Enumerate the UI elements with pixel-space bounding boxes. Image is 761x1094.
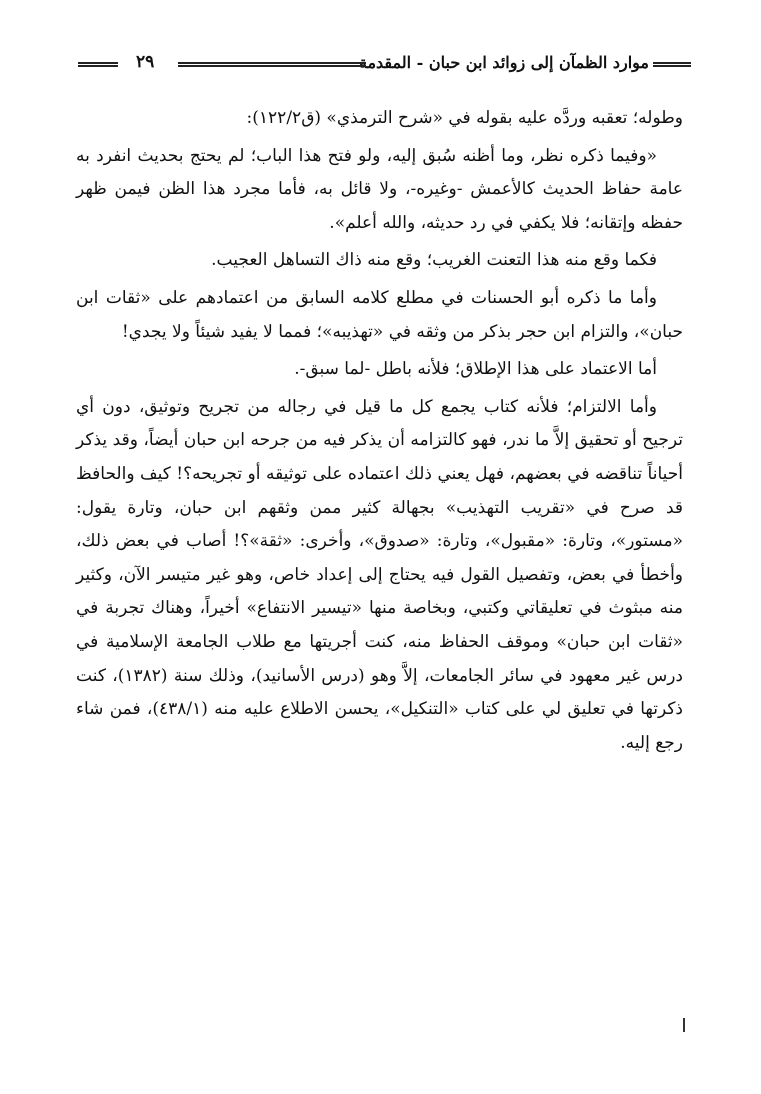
paragraph-3: فكما وقع منه هذا التعنت الغريب؛ وقع منه ذاك التساهل العجيب. (211, 250, 657, 271)
paragraph-5: أما الاعتماد على هذا الإطلاق؛ فلأنه باطل -لما سبق-. (294, 359, 657, 380)
paragraph-quote: «وفيما ذكره نظر، وما أظنه سُبق إليه، ولو فتح هذا الباب؛ لم يحتج بحديث انفرد به عامة حفاظ الحديث كالأعمش -وغيره-، ولا قائل به، فأما مجرد هذا الظن فيمن ظهر حفظه وإتقانه؛ فلا يكفي في رد حديثه، والله أعلم». (76, 145, 683, 233)
header-rule-right (653, 62, 691, 67)
paragraph-4: وأما ما ذكره أبو الحسنات في مطلع كلامه السابق من اعتمادهم على «ثقات ابن حبان»، والتزام ابن حجر بذكر من وثقه في «تهذيبه»؛ فمما لا يفيد شيئاً ولا يجدي! (76, 287, 683, 342)
page-number: ٢٩ (136, 52, 155, 72)
running-header (78, 50, 691, 84)
header-rule-middle (178, 62, 366, 67)
paragraph-6: وأما الالتزام؛ فلأنه كتاب يجمع كل ما قيل في رجاله من تجريح وتوثيق، دون أي ترجيح أو تحقيق إلاَّ ما ندر، فهو كالتزامه أن يذكر فيه من جرحه ابن حبان أيضاً، وقد يذكر أحياناً تناقضه في بعضهم، فهل يعني ذلك اعتماده على توثيقه أو تجريحه؟! كيف والحافظ قد صرح في «تقريب التهذيب» بجهالة كثير ممن وثقهم ابن حبان، وتارة يقول: «مستور»، وتارة: «مقبول»، وتارة: «صدوق»، وأخرى: «ثقة»؟! أصاب في بعض ذلك، وأخطأ في بعض، وتفصيل القول فيه يحتاج إلى إعداد خاص، وهو غير متيسر الآن، وكثير منه مبثوث في تعليقاتي وكتبي، وبخاصة منها «تيسير الانتفاع» أخيراً، وهناك تجربة في «ثقات ابن حبان» وموقف الحفاظ منه، كنت أجريتها مع طلاب الجامعة الإسلامية في درس غير معهود في سائر الجامعات، إلاَّ وهو (درس الأسانيد)، وذلك سنة (١٣٨٢)، كنت ذكرتها في تعليق لي على كتاب «التنكيل»، يحسن الاطلاع عليه منه (٤٣٨/١)، فمن شاء رجع إليه. (76, 396, 683, 753)
header-title: موارد الظمآن إلى زوائد ابن حبان - المقدمة (358, 53, 649, 72)
header-rule-left (78, 62, 118, 67)
page-edge-mark (683, 1018, 685, 1032)
body-text (76, 102, 683, 760)
paragraph-1: وطوله؛ تعقبه وردَّه عليه بقوله في «شرح الترمذي» (ق١٢٢/٢): (246, 108, 683, 128)
